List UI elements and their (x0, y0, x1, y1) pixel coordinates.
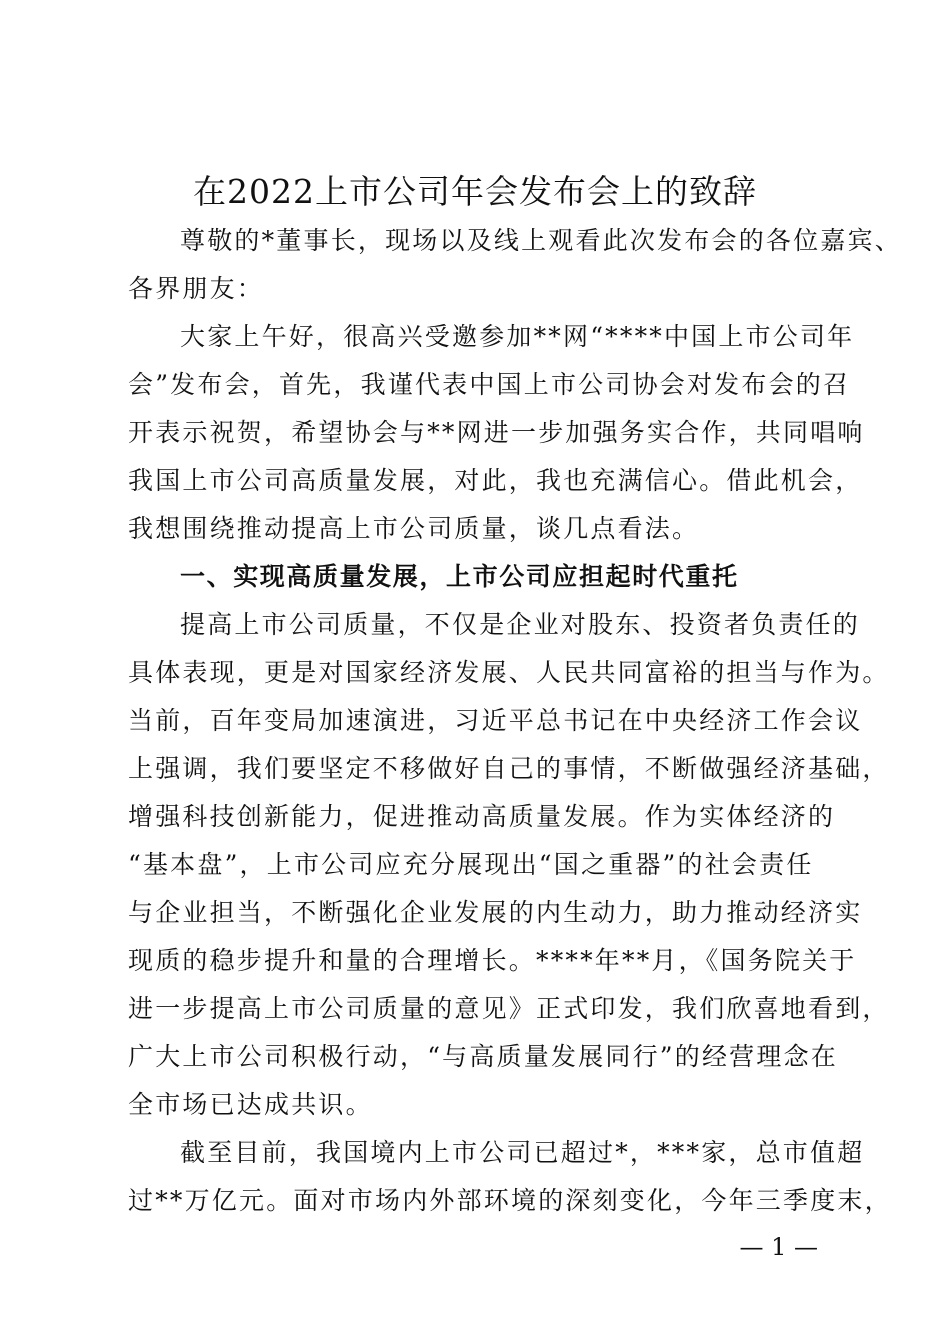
paragraph-line: 当前，百年变局加速演进，习近平总书记在中央经济工作会议 (128, 706, 863, 735)
paragraph-line: 开表示祝贺，希望协会与**网进一步加强务实合作，共同唱响 (128, 418, 865, 447)
paragraph-line: 进一步提高上市公司质量的意见》正式印发，我们欣喜地看到， (128, 994, 890, 1023)
paragraph-line: 我国上市公司高质量发展，对此，我也充满信心。借此机会， (128, 466, 863, 495)
paragraph-line: 广大上市公司积极行动，“与高质量发展同行”的经营理念在 (128, 1042, 838, 1071)
paragraph-line: 会”发布会，首先，我谨代表中国上市公司协会对发布会的召 (128, 370, 851, 399)
page-number: — 1 — (739, 1233, 818, 1261)
paragraph-line: 提高上市公司质量，不仅是企业对股东、投资者负责任的 (180, 610, 861, 639)
paragraph-line: 现质的稳步提升和量的合理增长。****年**月，《国务院关于 (128, 946, 857, 975)
paragraph-line: 增强科技创新能力，促进推动高质量发展。作为实体经济的 (128, 802, 836, 831)
document-title: 在2022上市公司年会发布会上的致辞 (193, 172, 757, 211)
paragraph-line: 截至目前，我国境内上市公司已超过*，***家，总市值超 (180, 1138, 865, 1167)
paragraph-line: 具体表现，更是对国家经济发展、人民共同富裕的担当与作为。 (128, 658, 890, 687)
paragraph-line: 上强调，我们要坚定不移做好自己的事情，不断做强经济基础， (128, 754, 890, 783)
paragraph-line: 各界朋友： (128, 274, 265, 303)
paragraph-line: 大家上午好，很高兴受邀参加**网“****中国上市公司年 (180, 322, 855, 351)
section-heading: 一、实现高质量发展，上市公司应担起时代重托 (180, 562, 739, 591)
paragraph-line: 尊敬的*董事长，现场以及线上观看此次发布会的各位嘉宾、 (180, 226, 902, 255)
paragraph-line: 全市场已达成共识。 (128, 1090, 373, 1119)
paragraph-line: 我想围绕推动提高上市公司质量，谈几点看法。 (128, 514, 700, 543)
paragraph-line: 过**万亿元。面对市场内外部环境的深刻变化，今年三季度末， (128, 1186, 892, 1215)
paragraph-line: 与企业担当，不断强化企业发展的内生动力，助力推动经济实 (128, 898, 863, 927)
paragraph-line: “基本盘”，上市公司应充分展现出“国之重器”的社会责任 (128, 850, 814, 879)
